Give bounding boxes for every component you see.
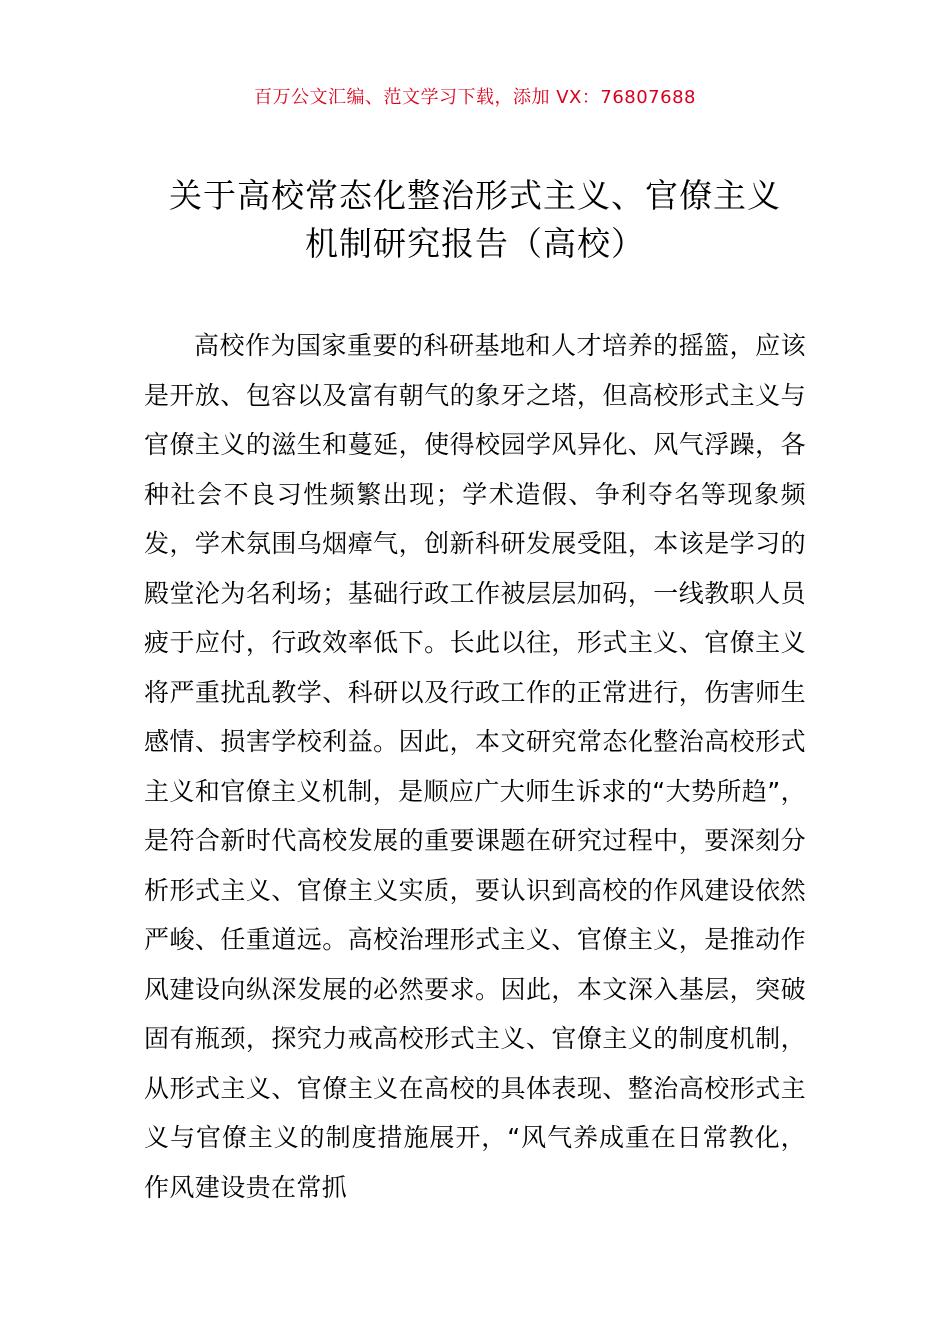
header-promo-note: 百万公文汇编、范文学习下载，添加 VX：76807688 bbox=[254, 87, 696, 108]
title-line-1: 关于高校常态化整治形式主义、官僚主义 bbox=[169, 176, 781, 215]
title-line-2: 机制研究报告（高校） bbox=[305, 224, 645, 263]
document-title bbox=[110, 172, 840, 268]
body-paragraph: 高校作为国家重要的科研基地和人才培养的摇篮，应该是开放、包容以及富有朝气的象牙之塔，但高校形式主义与官僚主义的滋生和蔓延，使得校园学风异化、风气浮躁，各种社会不良习性频繁出现；学术造假、争利夺名等现象频发，学术氛围乌烟瘴气，创新科研发展受阻，本该是学习的殿堂沦为名利场；基础行政工作被层层加码，一线教职人员疲于应付，行政效率低下。长此以往，形式主义、官僚主义将严重扰乱教学、科研以及行政工作的正常进行，伤害师生感情、损害学校利益。因此，本文研究常态化整治高校形式主义和官僚主义机制，是顺应广大师生诉求的“大势所趋”，是符合新时代高校发展的重要课题在研究过程中，要深刻分析形式主义、官僚主义实质，要认识到高校的作风建设依然严峻、任重道远。高校治理形式主义、官僚主义，是推动作风建设向纵深发展的必然要求。因此，本文深入基层，突破固有瓶颈，探究力戒高校形式主义、官僚主义的制度机制，从形式主义、官僚主义在高校的具体表现、整治高校形式主义与官僚主义的制度措施展开，“风气养成重在日常教化，作风建设贵在常抓 bbox=[144, 331, 806, 1202]
